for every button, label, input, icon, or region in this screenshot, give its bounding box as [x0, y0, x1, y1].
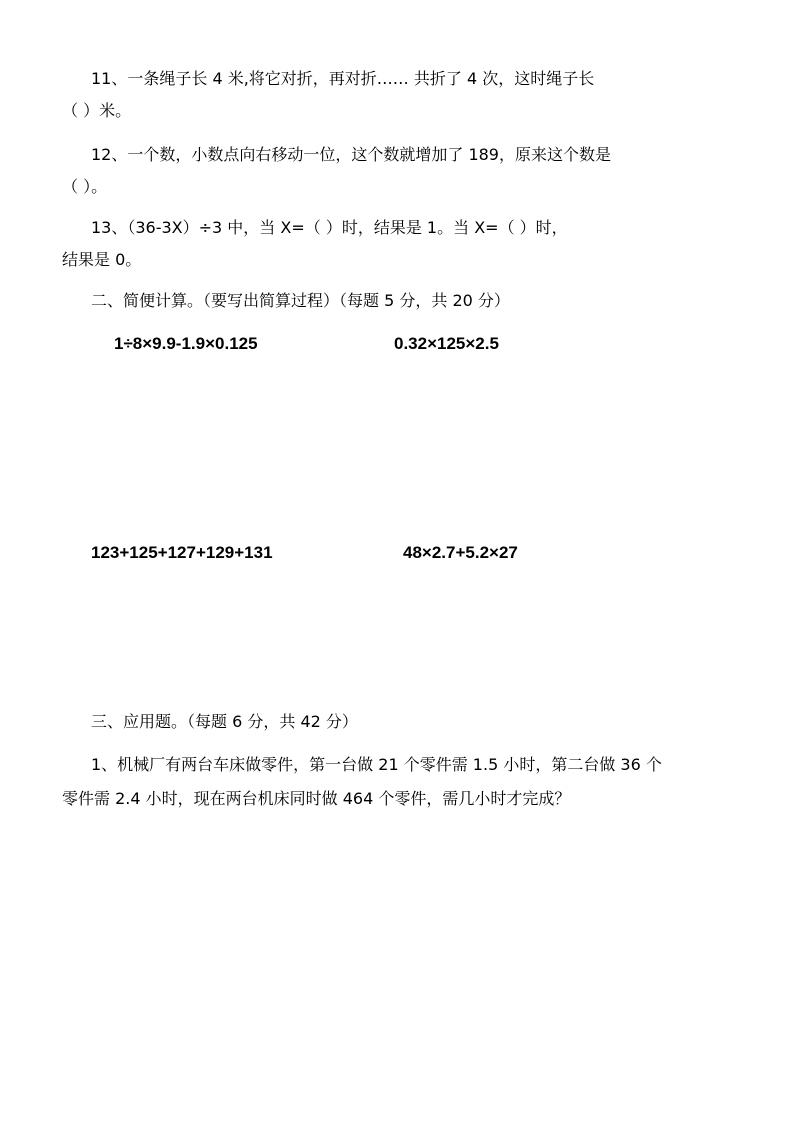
problem-1-line-1: 1、机械厂有两台车床做零件，第一台做 21 个零件需 1.5 小时，第二台做 36 个 [91, 755, 662, 774]
expression-1: 1÷8×9.9-1.9×0.125 [114, 334, 258, 353]
q11-line-2: （ ）米。 [62, 101, 132, 120]
expression-2: 0.32×125×2.5 [394, 334, 499, 353]
q13-line-2: 结果是 0。 [62, 250, 142, 269]
q12-line-2: （ ）。 [62, 177, 108, 196]
expression-4: 48×2.7+5.2×27 [403, 543, 518, 562]
problem-1-line-2: 零件需 2.4 小时，现在两台机床同时做 464 个零件，需几小时才完成？ [62, 789, 571, 808]
q11-line-1: 11、一条绳子长 4 米,将它对折，再对折…… 共折了 4 次，这时绳子长 [91, 69, 595, 88]
section-2-heading: 二、简便计算。（要写出简算过程）（每题 5 分，共 20 分） [91, 291, 510, 310]
q12-line-1: 12、一个数，小数点向右移动一位，这个数就增加了 189，原来这个数是 [91, 145, 611, 164]
expression-3: 123+125+127+129+131 [91, 543, 273, 562]
q13-line-1: 13、（36-3X）÷3 中，当 X=（ ）时，结果是 1。当 X=（ ）时， [91, 218, 568, 237]
section-3-heading: 三、应用题。（每题 6 分，共 42 分） [91, 712, 358, 731]
